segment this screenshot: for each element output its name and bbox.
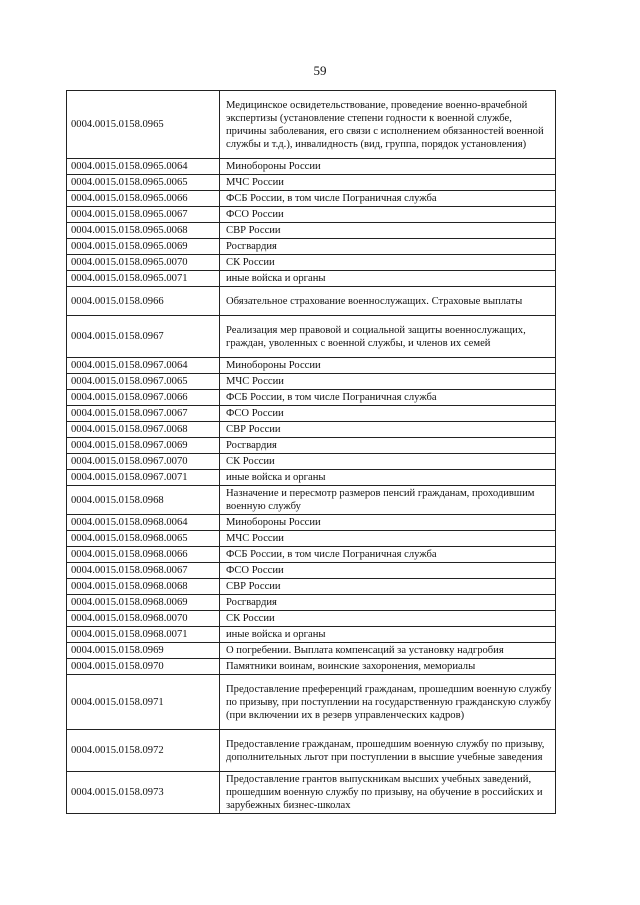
row-description-cell: МЧС России	[220, 531, 556, 547]
row-description-cell: Минобороны России	[220, 358, 556, 374]
row-code-cell: 0004.0015.0158.0965.0064	[67, 159, 220, 175]
row-description-cell: Минобороны России	[220, 159, 556, 175]
table-row	[67, 191, 556, 207]
row-description-cell: МЧС России	[220, 175, 556, 191]
row-description-cell: Медицинское освидетельствование, проведение военно-врачебной экспертизы (установление степени годности к военной службе, причины заболевания, его связи с исполнением обязанностей военной службы и т.д.), инвалидность (вид, группа, порядок установления)	[220, 91, 556, 159]
table-row	[67, 390, 556, 406]
table-row	[67, 515, 556, 531]
row-description-cell: СВР России	[220, 223, 556, 239]
row-code-cell: 0004.0015.0158.0968.0071	[67, 627, 220, 643]
table-row	[67, 159, 556, 175]
row-description-cell: иные войска и органы	[220, 627, 556, 643]
row-code-cell: 0004.0015.0158.0968.0067	[67, 563, 220, 579]
table-row	[67, 611, 556, 627]
row-code-cell: 0004.0015.0158.0968	[67, 486, 220, 515]
table-row	[67, 239, 556, 255]
row-code-cell: 0004.0015.0158.0965.0068	[67, 223, 220, 239]
table-row	[67, 422, 556, 438]
row-code-cell: 0004.0015.0158.0965.0065	[67, 175, 220, 191]
row-description-cell: Назначение и пересмотр размеров пенсий гражданам, проходившим военную службу	[220, 486, 556, 515]
table-row	[67, 579, 556, 595]
row-description-cell: Предоставление грантов выпускникам высших учебных заведений, прошедшим военную службу по призыву, на обучение в российских и зарубежных бизнес-школах	[220, 772, 556, 814]
row-code-cell: 0004.0015.0158.0968.0068	[67, 579, 220, 595]
table-row	[67, 207, 556, 223]
row-description-cell: СВР России	[220, 579, 556, 595]
row-code-cell: 0004.0015.0158.0967.0064	[67, 358, 220, 374]
row-code-cell: 0004.0015.0158.0972	[67, 730, 220, 772]
table-row	[67, 438, 556, 454]
table-row	[67, 223, 556, 239]
row-description-cell: ФСО России	[220, 406, 556, 422]
table-row	[67, 595, 556, 611]
row-code-cell: 0004.0015.0158.0967.0065	[67, 374, 220, 390]
table-row	[67, 255, 556, 271]
row-code-cell: 0004.0015.0158.0967.0070	[67, 454, 220, 470]
row-code-cell: 0004.0015.0158.0965	[67, 91, 220, 159]
table-row	[67, 675, 556, 730]
row-code-cell: 0004.0015.0158.0967.0066	[67, 390, 220, 406]
row-description-cell: МЧС России	[220, 374, 556, 390]
table-row	[67, 486, 556, 515]
row-code-cell: 0004.0015.0158.0967.0071	[67, 470, 220, 486]
classifier-table	[66, 90, 556, 814]
row-code-cell: 0004.0015.0158.0968.0064	[67, 515, 220, 531]
row-description-cell: Росгвардия	[220, 438, 556, 454]
table-row	[67, 627, 556, 643]
row-description-cell: ФСО России	[220, 563, 556, 579]
row-description-cell: СК России	[220, 611, 556, 627]
row-code-cell: 0004.0015.0158.0973	[67, 772, 220, 814]
row-code-cell: 0004.0015.0158.0968.0070	[67, 611, 220, 627]
row-description-cell: ФСБ России, в том числе Пограничная служба	[220, 191, 556, 207]
row-description-cell: СК России	[220, 255, 556, 271]
table-row	[67, 659, 556, 675]
row-code-cell: 0004.0015.0158.0967.0069	[67, 438, 220, 454]
row-description-cell: иные войска и органы	[220, 271, 556, 287]
row-description-cell: Реализация мер правовой и социальной защиты военнослужащих, граждан, уволенных с военной службы, и членов их семей	[220, 316, 556, 358]
row-code-cell: 0004.0015.0158.0971	[67, 675, 220, 730]
table-row	[67, 316, 556, 358]
row-description-cell: Минобороны России	[220, 515, 556, 531]
row-code-cell: 0004.0015.0158.0969	[67, 643, 220, 659]
row-code-cell: 0004.0015.0158.0968.0069	[67, 595, 220, 611]
row-code-cell: 0004.0015.0158.0968.0066	[67, 547, 220, 563]
table-row	[67, 287, 556, 316]
row-description-cell: Предоставление гражданам, прошедшим военную службу по призыву, дополнительных льгот при поступлении в высшие учебные заведения	[220, 730, 556, 772]
row-code-cell: 0004.0015.0158.0967	[67, 316, 220, 358]
row-code-cell: 0004.0015.0158.0965.0070	[67, 255, 220, 271]
row-description-cell: Росгвардия	[220, 239, 556, 255]
table-row	[67, 470, 556, 486]
row-description-cell: ФСБ России, в том числе Пограничная служба	[220, 390, 556, 406]
row-description-cell: Предоставление преференций гражданам, прошедшим военную службу по призыву, при поступлении на государственную гражданскую службу (при включении их в резерв управленческих кадров)	[220, 675, 556, 730]
row-code-cell: 0004.0015.0158.0967.0067	[67, 406, 220, 422]
row-code-cell: 0004.0015.0158.0968.0065	[67, 531, 220, 547]
table-row	[67, 730, 556, 772]
row-code-cell: 0004.0015.0158.0965.0069	[67, 239, 220, 255]
row-description-cell: СВР России	[220, 422, 556, 438]
page-number: 59	[313, 63, 327, 78]
row-code-cell: 0004.0015.0158.0965.0071	[67, 271, 220, 287]
table-row	[67, 531, 556, 547]
table-row	[67, 643, 556, 659]
table-row	[67, 374, 556, 390]
table-row	[67, 91, 556, 159]
table-row	[67, 271, 556, 287]
table-row	[67, 772, 556, 814]
row-description-cell: СК России	[220, 454, 556, 470]
row-code-cell: 0004.0015.0158.0966	[67, 287, 220, 316]
row-description-cell: Росгвардия	[220, 595, 556, 611]
row-description-cell: О погребении. Выплата компенсаций за установку надгробия	[220, 643, 556, 659]
row-description-cell: ФСБ России, в том числе Пограничная служба	[220, 547, 556, 563]
table-row	[67, 547, 556, 563]
table-row	[67, 358, 556, 374]
table-row	[67, 175, 556, 191]
table-row	[67, 563, 556, 579]
table-row	[67, 406, 556, 422]
row-code-cell: 0004.0015.0158.0967.0068	[67, 422, 220, 438]
classifier-table-body	[67, 91, 556, 814]
table-row	[67, 454, 556, 470]
row-code-cell: 0004.0015.0158.0965.0066	[67, 191, 220, 207]
row-code-cell: 0004.0015.0158.0970	[67, 659, 220, 675]
row-description-cell: Обязательное страхование военнослужащих. Страховые выплаты	[220, 287, 556, 316]
row-description-cell: иные войска и органы	[220, 470, 556, 486]
row-code-cell: 0004.0015.0158.0965.0067	[67, 207, 220, 223]
row-description-cell: Памятники воинам, воинские захоронения, мемориалы	[220, 659, 556, 675]
row-description-cell: ФСО России	[220, 207, 556, 223]
